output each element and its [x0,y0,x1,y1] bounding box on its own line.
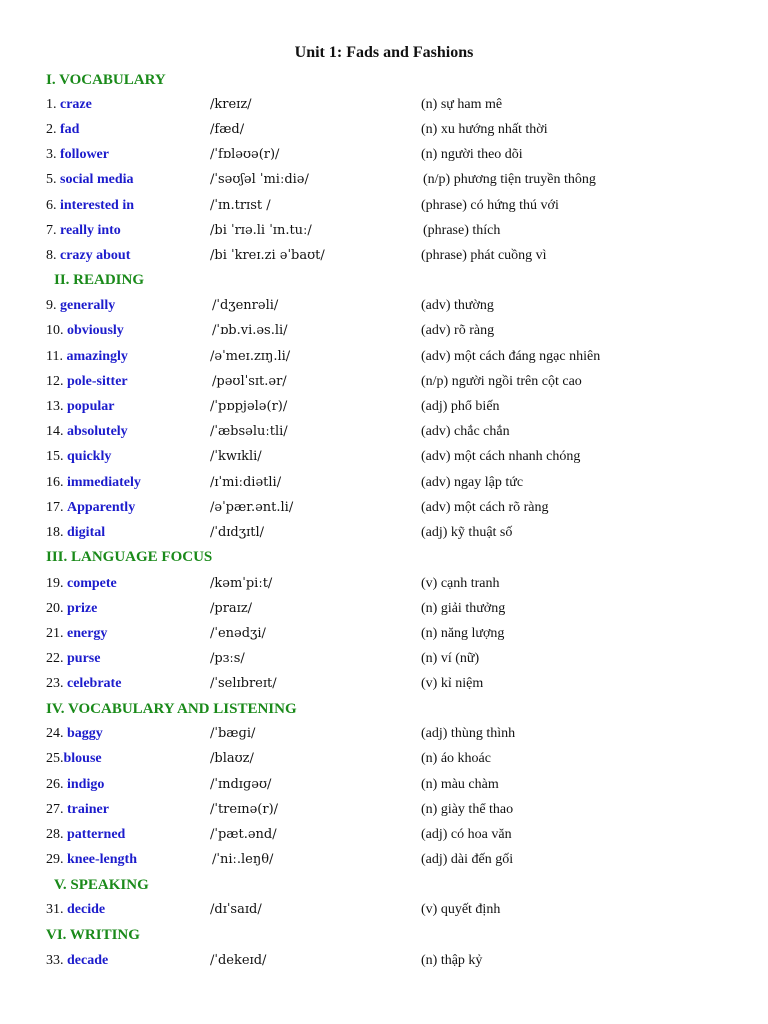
vocab-word: absolutely [67,424,128,439]
vocab-entry [46,399,114,415]
vocab-row [46,399,726,419]
vocab-number: 22. [46,651,67,666]
vocab-number: 9. [46,298,60,313]
vocab-entry [46,525,105,541]
section-heading: II. READING [54,272,145,288]
vocab-word: blouse [63,751,102,766]
vocab-word: quickly [67,449,112,464]
vocab-entry [46,223,121,239]
vocab-row [46,97,726,117]
vocab-row [46,802,726,822]
vocab-entry [46,248,130,264]
vocab-pronunciation: /ˈfɒləʊə(r)/ [210,147,280,162]
vocab-meaning: (n) ví (nữ) [421,651,480,666]
vocab-row [46,475,726,495]
vocab-number: 28. [46,827,67,842]
vocab-meaning: (adj) kỹ thuật số [421,525,513,540]
vocab-word: trainer [67,802,109,817]
vocab-entry [46,298,115,314]
vocab-word: amazingly [66,349,128,364]
vocab-pronunciation: /ɪˈmiːdiətli/ [210,475,282,490]
vocab-word: indigo [67,777,105,792]
vocab-pronunciation: /pɜːs/ [210,651,245,666]
vocab-number: 12. [46,374,67,389]
vocab-number: 20. [46,601,67,616]
vocab-word: popular [67,399,115,414]
vocab-number: 23. [46,676,67,691]
vocab-entry [46,97,92,113]
vocab-number: 13. [46,399,67,414]
vocab-pronunciation: /ˈtreɪnə(r)/ [210,802,279,817]
vocab-meaning: (v) cạnh tranh [421,576,500,591]
vocab-entry [46,827,125,843]
vocab-row [46,500,726,520]
vocab-number: 14. [46,424,67,439]
vocab-pronunciation: /ˈdɪdʒɪtl/ [210,525,265,540]
vocab-word: obviously [67,323,124,338]
vocab-pronunciation: /ˈpæt.ənd/ [210,827,277,842]
vocab-number: 24. [46,726,67,741]
vocab-word: compete [67,576,117,591]
vocab-number: 5. [46,172,60,187]
vocab-number: 17. [46,500,67,515]
vocab-pronunciation: /kreɪz/ [210,97,252,112]
vocab-pronunciation: /dɪˈsaɪd/ [210,902,262,917]
vocab-number: 11. [46,349,67,364]
vocab-pronunciation: /bi ˈkreɪ.zi əˈbaʊt/ [210,248,325,263]
vocab-meaning: (n) thập kỷ [421,953,483,968]
vocab-row [46,751,726,771]
vocab-meaning: (adv) ngay lập tức [421,475,524,490]
vocab-entry [46,601,97,617]
vocab-pronunciation: /ˈdekeɪd/ [210,953,267,968]
vocab-pronunciation: /praɪz/ [210,601,253,616]
section-heading: I. VOCABULARY [46,72,166,88]
vocab-row [46,852,726,872]
vocab-entry [46,500,135,516]
vocab-pronunciation: /ˈselɪbreɪt/ [210,676,277,691]
vocab-number: 25. [46,751,64,766]
vocab-word: generally [60,298,116,313]
vocab-entry [46,576,117,592]
vocab-number: 19. [46,576,67,591]
vocab-number: 2. [46,122,60,137]
vocab-word: craze [60,97,92,112]
vocab-number: 10. [46,323,67,338]
vocab-number: 18. [46,525,67,540]
vocab-meaning: (adv) chắc chắn [421,424,510,439]
vocab-meaning: (adv) rõ ràng [421,323,495,338]
vocab-meaning: (adv) thường [421,298,494,313]
vocab-row [46,676,726,696]
vocab-entry [46,198,134,214]
vocab-entry [46,751,102,767]
vocab-meaning: (v) quyết định [421,902,501,917]
vocab-number: 8. [46,248,60,263]
section-heading: VI. WRITING [46,927,140,943]
vocab-row [46,827,726,847]
vocab-meaning: (adj) có hoa văn [421,827,512,842]
vocab-meaning: (n) giày thể thao [421,802,514,817]
vocab-row [46,374,726,394]
vocab-row [46,172,726,192]
vocab-meaning: (n) xu hướng nhất thời [421,122,548,137]
vocab-meaning: (adv) một cách đáng ngạc nhiên [421,349,601,364]
vocab-entry [46,777,104,793]
vocab-entry [46,374,128,390]
vocab-pronunciation: /ˈniː.leŋθ/ [212,852,274,867]
vocab-row [46,198,726,218]
vocab-meaning: (adj) thùng thình [421,726,516,741]
vocab-pronunciation: /kəmˈpiːt/ [210,576,273,591]
vocab-pronunciation: /əˈpær.ənt.li/ [210,500,294,515]
vocab-pronunciation: /blaʊz/ [210,751,254,766]
vocab-word: patterned [67,827,126,842]
vocab-meaning: (adv) một cách rõ ràng [421,500,549,515]
vocab-row [46,601,726,621]
vocab-pronunciation: /fæd/ [210,122,245,137]
vocab-meaning: (v) kỉ niệm [421,676,484,691]
vocab-meaning: (adj) dài đến gối [421,852,514,867]
vocab-entry [46,147,109,163]
vocab-word: interested in [60,198,135,213]
vocab-meaning: (n/p) người ngồi trên cột cao [421,374,582,389]
vocab-entry [46,172,134,188]
vocab-entry [46,852,137,868]
vocab-number: 3. [46,147,60,162]
vocab-meaning: (adj) phổ biến [421,399,500,414]
section-heading: III. LANGUAGE FOCUS [46,549,213,565]
vocab-entry [46,953,108,969]
vocab-word: social media [60,172,134,187]
vocab-number: 1. [46,97,60,112]
vocab-number: 33. [46,953,67,968]
vocab-meaning: (phrase) có hứng thú với [421,198,559,213]
vocab-number: 31. [46,902,67,917]
vocab-word: really into [60,223,121,238]
vocab-pronunciation: /ˈæbsəluːtli/ [210,424,288,439]
vocab-word: digital [67,525,106,540]
vocab-entry [46,802,109,818]
vocab-pronunciation: /ˈpɒpjələ(r)/ [210,399,288,414]
vocab-row [46,223,726,243]
vocab-pronunciation: /əˈmeɪ.zɪŋ.li/ [210,349,291,364]
vocab-meaning: (adv) một cách nhanh chóng [421,449,581,464]
vocab-word: fad [60,122,80,137]
vocab-pronunciation: /pəʊlˈsɪt.ər/ [212,374,287,389]
vocab-pronunciation: /ˈenədʒi/ [210,626,266,641]
vocab-word: knee-length [67,852,137,867]
vocab-row [46,525,726,545]
vocab-meaning: (n) sự ham mê [421,97,503,112]
vocab-number: 21. [46,626,67,641]
vocab-entry [46,349,128,365]
vocab-row [46,298,726,318]
vocab-row [46,953,726,973]
vocab-number: 29. [46,852,67,867]
vocab-entry [46,424,128,440]
vocab-row [46,147,726,167]
vocab-meaning: (n) giải thưởng [421,601,506,616]
vocab-entry [46,626,107,642]
section-heading: IV. VOCABULARY AND LISTENING [46,701,297,717]
vocab-meaning: (n/p) phương tiện truyền thông [423,172,596,187]
vocab-word: purse [67,651,101,666]
vocab-pronunciation: /ˈsəʊʃəl ˈmiːdiə/ [210,172,309,187]
vocab-number: 15. [46,449,67,464]
vocab-entry [46,475,141,491]
vocab-meaning: (n) áo khoác [421,751,491,766]
vocab-word: decide [67,902,106,917]
vocab-pronunciation: /ˈɒb.vi.əs.li/ [212,323,288,338]
vocab-word: prize [67,601,98,616]
vocab-row [46,248,726,268]
vocab-word: decade [67,953,109,968]
vocab-word: crazy about [60,248,131,263]
vocab-word: energy [67,626,108,641]
vocab-row [46,323,726,343]
vocab-entry [46,676,121,692]
vocab-entry [46,323,124,339]
vocab-pronunciation: /ˈɪn.trɪst / [210,198,271,213]
vocab-number: 26. [46,777,67,792]
vocab-entry [46,122,79,138]
vocab-row [46,651,726,671]
vocab-meaning: (n) màu chàm [421,777,499,792]
vocab-entry [46,902,105,918]
vocab-pronunciation: /ˈɪndɪɡəʊ/ [210,777,272,792]
vocab-entry [46,651,100,667]
vocab-number: 27. [46,802,67,817]
vocab-number: 16. [46,475,67,490]
vocab-row [46,626,726,646]
vocab-pronunciation: /ˈdʒenrəli/ [212,298,279,313]
vocab-number: 6. [46,198,60,213]
vocab-meaning: (phrase) phát cuồng vì [421,248,547,263]
vocab-word: baggy [67,726,103,741]
vocab-word: immediately [67,475,141,490]
vocab-word: Apparently [67,500,136,515]
vocab-row [46,777,726,797]
vocab-entry [46,726,103,742]
vocab-row [46,902,726,922]
vocab-row [46,449,726,469]
vocab-row [46,726,726,746]
vocab-row [46,349,726,369]
vocab-meaning: (phrase) thích [423,223,501,238]
section-heading: V. SPEAKING [54,877,149,893]
vocab-pronunciation: /ˈkwɪkli/ [210,449,262,464]
vocab-row [46,424,726,444]
vocab-number: 7. [46,223,60,238]
vocab-row [46,576,726,596]
vocab-entry [46,449,111,465]
page-title: Unit 1: Fads and Fashions [294,44,474,61]
vocab-meaning: (n) năng lượng [421,626,505,641]
vocab-pronunciation: /bi ˈrɪə.li ˈɪn.tuː/ [210,223,312,238]
vocab-pronunciation: /ˈbæɡi/ [210,726,256,741]
vocab-word: follower [60,147,109,162]
vocab-word: pole-sitter [67,374,128,389]
vocab-word: celebrate [67,676,122,691]
vocab-meaning: (n) người theo dõi [421,147,523,162]
vocab-row [46,122,726,142]
